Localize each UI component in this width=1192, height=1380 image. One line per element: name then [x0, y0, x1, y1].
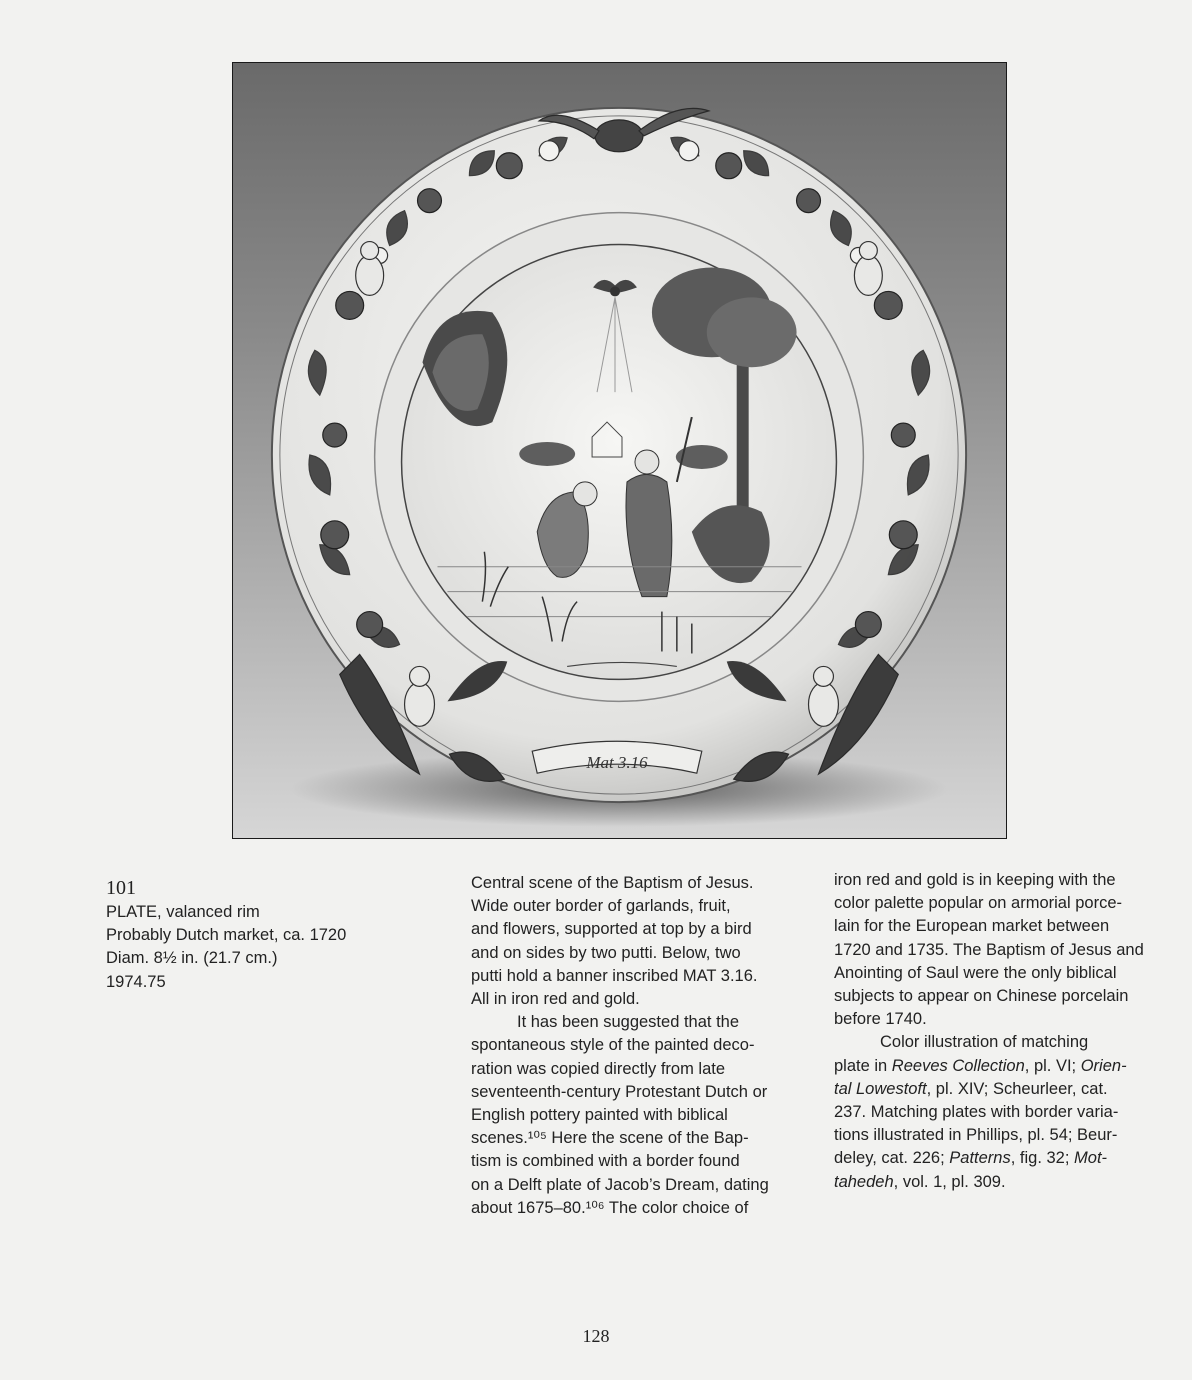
col1-line: scenes.¹⁰⁵ Here the scene of the Bap- — [471, 1129, 749, 1148]
text-span: , pl. VI; — [1024, 1056, 1081, 1075]
col1-line: on a Delft plate of Jacob’s Dream, dating — [471, 1175, 769, 1194]
page-number: 128 — [582, 1326, 610, 1346]
col2-line: 1720 and 1735. The Baptism of Jesus and — [834, 940, 1144, 959]
col2-line: tions illustrated in Phillips, pl. 54; Beur- — [834, 1126, 1118, 1145]
col2-line — [834, 1055, 1164, 1078]
caption-market: Probably Dutch market, ca. 1720 — [106, 926, 347, 945]
col1-line: and on sides by two putti. Below, two — [471, 943, 741, 962]
citation-title: tahedeh — [834, 1172, 894, 1191]
col1-line: All in iron red and gold. — [471, 990, 640, 1009]
text-span: , fig. 32; — [1010, 1149, 1075, 1168]
col2-line — [834, 1078, 1164, 1101]
text-column-1 — [471, 872, 801, 1220]
citation-title: Reeves Collection — [891, 1056, 1025, 1075]
col2-line: subjects to appear on Chinese porcelain — [834, 987, 1129, 1006]
col2-line: iron red and gold is in keeping with the — [834, 871, 1116, 889]
col2-line: before 1740. — [834, 1010, 927, 1029]
col2-line: Color illustration of matching — [880, 1033, 1089, 1052]
col1-line: It has been suggested that the — [517, 1013, 740, 1032]
text-span: , pl. XIV; Scheurleer, cat. — [926, 1079, 1108, 1098]
text-span: deley, cat. 226; — [834, 1149, 950, 1168]
citation-title: Patterns — [949, 1149, 1011, 1168]
col2-line: lain for the European market between — [834, 917, 1110, 936]
col1-line: spontaneous style of the painted deco- — [471, 1036, 755, 1055]
col1-line: about 1675–80.¹⁰⁶ The color choice of — [471, 1198, 749, 1217]
catalogue-caption — [106, 876, 406, 994]
col1-line: Wide outer border of garlands, fruit, — [471, 897, 731, 916]
col1-line: and flowers, supported at top by a bird — [471, 920, 752, 939]
col2-line — [834, 1147, 1164, 1170]
col1-line: tism is combined with a border found — [471, 1152, 740, 1171]
text-column-2 — [834, 869, 1164, 1194]
col2-line — [834, 1171, 1164, 1194]
col1-line: English pottery painted with biblical — [471, 1106, 728, 1125]
citation-title: Orien- — [1080, 1056, 1127, 1075]
citation-title: tal Lowestoft — [834, 1079, 927, 1098]
banner-inscription: Mat 3.16 — [586, 753, 648, 773]
col1-line: putti hold a banner inscribed MAT 3.16. — [471, 966, 758, 985]
col2-line: color palette popular on armorial porce- — [834, 894, 1122, 913]
caption-dimensions: Diam. 8½ in. (21.7 cm.) — [106, 949, 278, 968]
plate-photograph — [232, 62, 1007, 839]
col1-line: ration was copied directly from late — [471, 1059, 726, 1078]
catalogue-number: 101 — [106, 877, 136, 899]
caption-object: PLATE, valanced rim — [106, 903, 260, 921]
col1-line: seventeenth-century Protestant Dutch or — [471, 1082, 768, 1101]
text-span: plate in — [834, 1056, 892, 1075]
col1-line: Central scene of the Baptism of Jesus. — [471, 874, 754, 892]
citation-title: Mot- — [1074, 1149, 1108, 1168]
caption-accession: 1974.75 — [106, 972, 166, 991]
col2-line: Anointing of Saul were the only biblical — [834, 963, 1117, 982]
col2-line: 237. Matching plates with border varia- — [834, 1103, 1119, 1122]
text-span: , vol. 1, pl. 309. — [893, 1172, 1006, 1191]
